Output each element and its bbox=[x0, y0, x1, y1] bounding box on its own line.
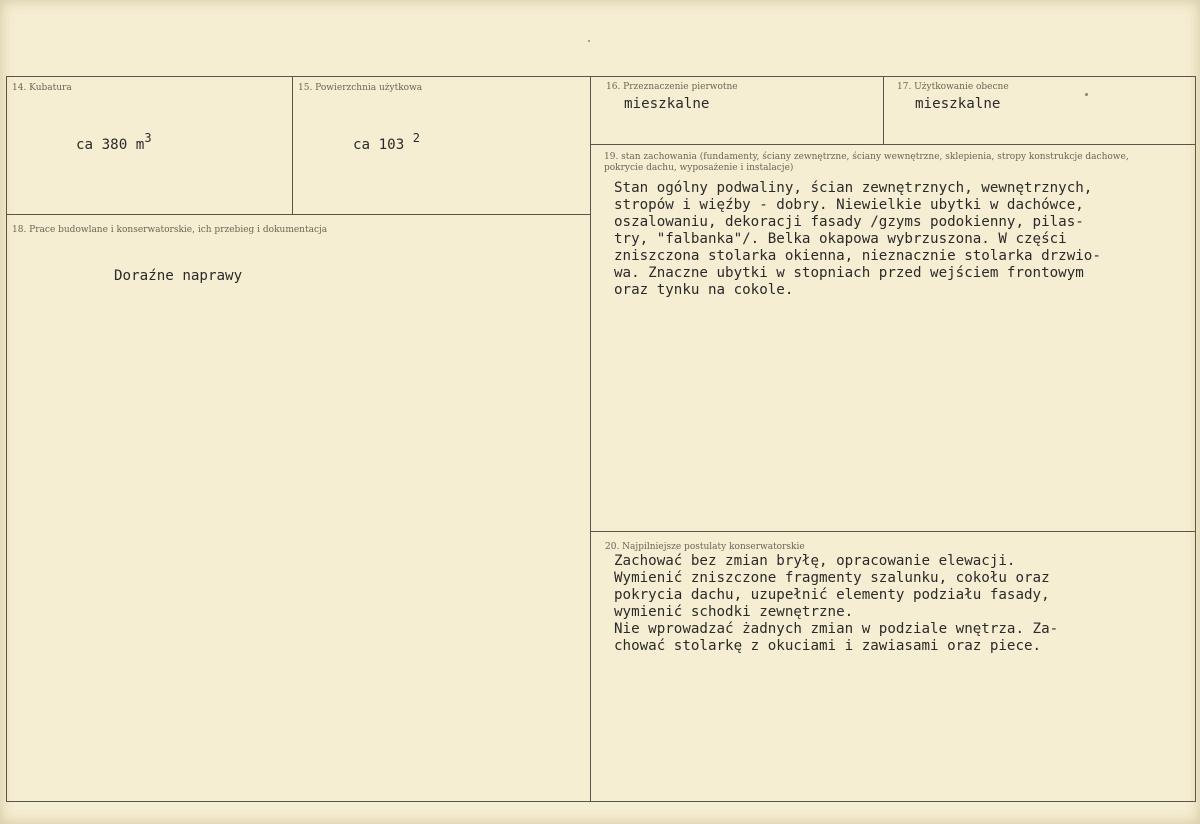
field-19-line: oszalowaniu, dekoracji fasady /gzyms podokienny, pilas- bbox=[614, 214, 1084, 230]
field-19-line: Stan ogólny podwaliny, ścian zewnętrznych, wewnętrznych, bbox=[614, 180, 1093, 196]
top-rule bbox=[6, 76, 1196, 77]
left-border bbox=[6, 76, 7, 801]
field-19-label: 19. stan zachowania (fundamenty, ściany zewnętrzne, ściany wewnętrzne, sklepienia, stropy konstrukcje dachowe, pokrycie dachu, wyposażenie i instalacje) bbox=[604, 152, 1129, 173]
field-20-line: Nie wprowadzać żadnych zmian w podziale wnętrza. Za- bbox=[614, 621, 1059, 637]
divider-f14-f15 bbox=[292, 76, 293, 214]
field-20-line: wymienić schodki zewnętrzne. bbox=[614, 604, 854, 620]
rule-above-f20 bbox=[590, 531, 1196, 532]
divider-f16-f17 bbox=[883, 76, 884, 144]
field-14-unit-exponent: 3 bbox=[144, 131, 152, 145]
right-border bbox=[1195, 76, 1196, 801]
field-15-text: ca 103 bbox=[353, 137, 413, 153]
field-16-value: mieszkalne bbox=[624, 96, 710, 112]
rule-under-f14-f15 bbox=[6, 214, 590, 215]
field-20-line: pokrycia dachu, uzupełnić elementy podziału fasady, bbox=[614, 587, 1050, 603]
paper-speck bbox=[588, 40, 590, 42]
field-19-line: stropów i więźby - dobry. Niewielkie ubytki w dachówce, bbox=[614, 197, 1084, 213]
field-19-line: oraz tynku na cokole. bbox=[614, 282, 794, 298]
bottom-rule bbox=[6, 801, 1196, 802]
field-15-unit-exponent: 2 bbox=[412, 131, 421, 145]
field-16-label: 16. Przeznaczenie pierwotne bbox=[606, 82, 738, 92]
field-19-line: try, "falbanka"/. Belka okapowa wybrzuszona. W części bbox=[614, 231, 1067, 247]
field-17-label: 17. Użytkowanie obecne bbox=[897, 82, 1009, 92]
field-20-label: 20. Najpilniejsze postulaty konserwatorskie bbox=[605, 542, 805, 552]
field-15-value bbox=[353, 131, 421, 154]
field-19-line: wa. Znaczne ubytki w stopniach przed wejściem frontowym bbox=[614, 265, 1084, 281]
field-20-line: Wymienić zniszczone fragmenty szalunku, cokołu oraz bbox=[614, 570, 1050, 586]
field-15-label: 15. Powierzchnia użytkowa bbox=[298, 83, 423, 93]
field-20-line: chować stolarkę z okuciami i zawiasami oraz piece. bbox=[614, 638, 1042, 654]
field-17-value: mieszkalne bbox=[915, 96, 1001, 112]
center-divider bbox=[590, 76, 591, 801]
field-19-line: zniszczona stolarka okienna, nieznacznie stolarka drzwio- bbox=[614, 248, 1101, 264]
field-14-value bbox=[76, 131, 152, 154]
paper-speck bbox=[1085, 93, 1088, 96]
field-18-label: 18. Prace budowlane i konserwatorskie, ich przebieg i dokumentacja bbox=[12, 225, 328, 235]
field-14-label: 14. Kubatura bbox=[12, 83, 72, 93]
field-18-value: Doraźne naprawy bbox=[114, 268, 243, 284]
field-20-line: Zachować bez zmian bryłę, opracowanie elewacji. bbox=[614, 553, 1016, 569]
field-14-text: ca 380 m bbox=[76, 137, 145, 153]
rule-under-f16-f17 bbox=[590, 144, 1196, 145]
